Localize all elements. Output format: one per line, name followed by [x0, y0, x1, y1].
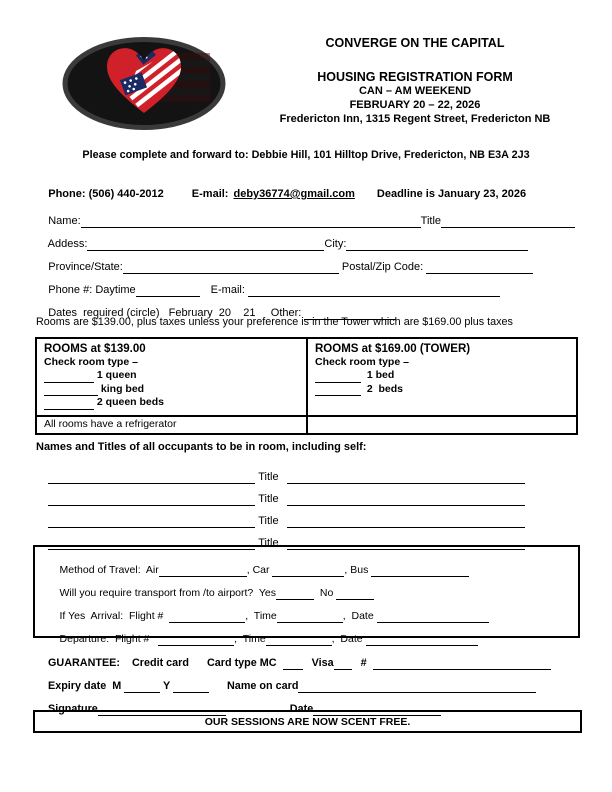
room-option-2-beds: 2 beds [315, 383, 569, 397]
rooms-footnote-empty [308, 417, 576, 433]
occupant-title-label: Title [258, 515, 279, 527]
handshake-heart-icon [62, 37, 226, 130]
header [228, 37, 602, 126]
logo [62, 37, 226, 135]
arrival-label: If Yes Arrival: Flight # [59, 610, 170, 622]
scent-free-notice: OUR SESSIONS ARE NOW SCENT FREE. [204, 715, 411, 728]
contact-phone: Phone: (506) 440-2012 [48, 188, 164, 200]
travel-box [33, 545, 580, 645]
option-blank [44, 370, 94, 383]
city-label: City: [324, 238, 347, 250]
form-title: HOUSING REGISTRATION FORM [317, 70, 513, 84]
postal-label: Postal/Zip Code: [338, 261, 427, 273]
departure-date-label: , Date [331, 633, 366, 645]
departure-time-label: , Time [234, 633, 266, 645]
bus-blank [371, 564, 469, 577]
travel-method-label: Method of Travel: Air [59, 564, 159, 576]
occupant-title-label: Title [258, 493, 279, 505]
rooms-standard-cell [37, 339, 308, 415]
rooms-tower-header: ROOMS at $169.00 (TOWER) [315, 343, 471, 355]
event-dates: FEBRUARY 20 – 22, 2026 [349, 99, 481, 111]
rooms-table [35, 337, 578, 435]
occupants-heading: Names and Titles of all occupants to be in room, including self: [36, 441, 367, 453]
address-label: Addess: [47, 238, 88, 250]
rooms-footnote: All rooms have a refrigerator [37, 417, 308, 433]
option-blank [315, 370, 361, 383]
signature-date-label: Date [289, 703, 314, 715]
transport-question-label: Will you require transport from /to airport? Yes [59, 587, 277, 599]
guarantee-label: GUARANTEE: Credit card Card type MC [48, 657, 283, 669]
room-option-king-bed: king bed [44, 383, 299, 397]
visa-label: Visa [302, 657, 334, 669]
forward-instruction: Please complete and forward to: Debbie Hill, 101 Hilltop Drive, Fredericton, NB E3A 2J3 [82, 149, 530, 161]
event-title: CONVERGE ON THE CAPITAL [325, 36, 505, 50]
scent-free-notice-box [33, 710, 582, 733]
venue-line: Fredericton Inn, 1315 Regent Street, Fredericton NB [279, 113, 551, 125]
room-option-2-queen-beds: 2 queen beds [44, 396, 299, 410]
email-label: E-mail: [191, 188, 229, 200]
departure-label: Departure: Flight # [59, 633, 159, 645]
name-on-card-label: Name on card [209, 680, 299, 692]
deadline-text: Deadline is January 23, 2026 [376, 188, 527, 200]
title-label: Title [420, 215, 442, 227]
expiry-label: Expiry date M [48, 680, 125, 692]
dates-required-label: Dates required (circle) February 20 21 Other: [48, 307, 305, 319]
rooms-standard-check-label: Check room type – [44, 356, 138, 368]
bus-label: , Bus [344, 564, 372, 576]
rooms-tower-cell [308, 339, 576, 415]
name-label: Name: [48, 215, 81, 227]
expiry-year-label: Y [160, 680, 174, 692]
weekend-title: CAN – AM WEEKEND [358, 85, 472, 97]
occupant-title-label: Title [258, 471, 279, 483]
arrival-date-label: , Date [342, 610, 377, 622]
no-label: No [314, 587, 337, 599]
room-option-1-queen: 1 queen [44, 369, 299, 383]
option-blank [315, 383, 361, 396]
card-number-sign: # [351, 657, 373, 669]
rooms-standard-header: ROOMS at $139.00 [44, 343, 146, 355]
car-label: , Car [246, 564, 273, 576]
option-blank [44, 397, 94, 410]
registrant-email-label: E-mail: [210, 284, 248, 296]
arrival-time-label: , Time [245, 610, 277, 622]
occupant-title-label: Title [258, 537, 279, 549]
province-label: Province/State: [48, 261, 123, 273]
rooms-tower-check-label: Check room type – [315, 356, 409, 368]
room-option-1-bed: 1 bed [315, 369, 569, 383]
option-blank [44, 383, 98, 396]
signature-label: Signature [48, 703, 98, 715]
daytime-phone-label: Phone #: Daytime [48, 284, 136, 296]
email-link[interactable]: deby36774@gmail.com [233, 188, 355, 200]
rooms-note: Rooms are $139.00, plus taxes unless your preference is in the Tower which are $169.00 plus taxes [36, 316, 513, 328]
